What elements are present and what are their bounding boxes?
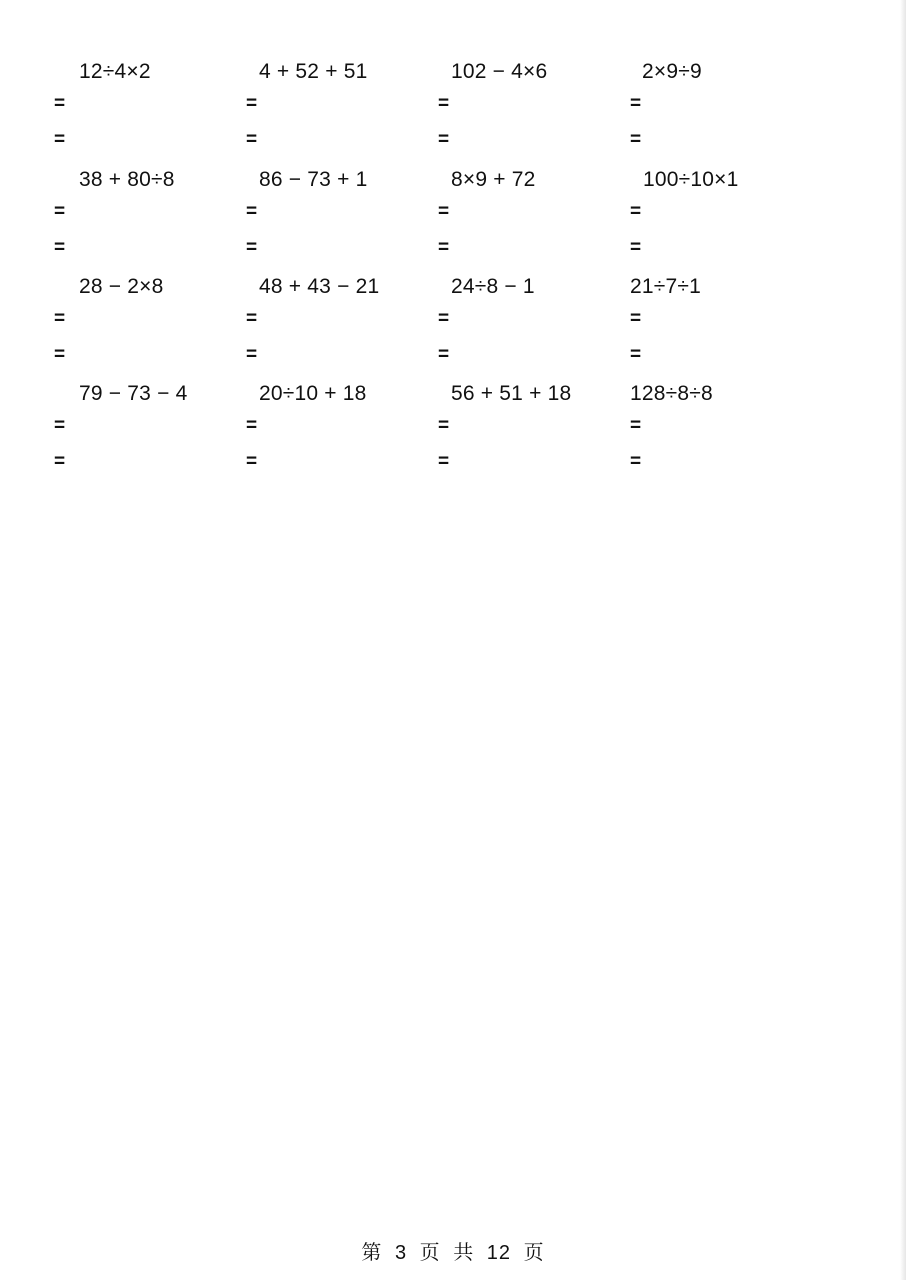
answer-line-2: = — [246, 237, 258, 258]
answer-line-2: = — [54, 451, 66, 472]
answer-line-2: = — [54, 237, 66, 258]
answer-line-1: = — [246, 308, 258, 329]
problem-12 — [630, 275, 820, 383]
answer-line-1: = — [438, 93, 450, 114]
answer-line-1: = — [246, 201, 258, 222]
problem-15 — [438, 382, 628, 490]
answer-line-2: = — [438, 451, 450, 472]
answer-line-1: = — [630, 415, 642, 436]
problem-3 — [438, 60, 628, 168]
problem-expression: 20÷10 + 18 — [259, 382, 367, 405]
footer-total-word: 共 — [453, 1242, 475, 1264]
problem-expression: 21÷7÷1 — [630, 275, 701, 298]
answer-line-1: = — [438, 415, 450, 436]
problem-6 — [246, 168, 436, 276]
problem-expression: 38 + 80÷8 — [79, 168, 175, 191]
problem-4 — [630, 60, 820, 168]
answer-line-1: = — [630, 93, 642, 114]
answer-line-1: = — [438, 201, 450, 222]
answer-line-2: = — [438, 237, 450, 258]
answer-line-2: = — [630, 237, 642, 258]
problem-expression: 56 + 51 + 18 — [451, 382, 572, 405]
answer-line-2: = — [246, 451, 258, 472]
answer-line-2: = — [438, 129, 450, 150]
problem-14 — [246, 382, 436, 490]
footer-total-pages: 12 — [486, 1242, 512, 1264]
problem-2 — [246, 60, 436, 168]
answer-line-2: = — [438, 344, 450, 365]
problem-11 — [438, 275, 628, 383]
problem-expression: 48 + 43 − 21 — [259, 275, 380, 298]
problem-expression: 2×9÷9 — [642, 60, 702, 83]
problem-expression: 24÷8 − 1 — [451, 275, 535, 298]
problem-expression: 100÷10×1 — [643, 168, 739, 191]
page-edge-shadow — [900, 0, 906, 1280]
answer-line-1: = — [438, 308, 450, 329]
problem-10 — [246, 275, 436, 383]
footer-suffix: 页 — [523, 1242, 545, 1264]
footer-current-page: 3 — [394, 1242, 408, 1264]
problem-8 — [630, 168, 820, 276]
answer-line-2: = — [54, 129, 66, 150]
problem-5 — [54, 168, 244, 276]
problem-13 — [54, 382, 244, 490]
answer-line-1: = — [54, 201, 66, 222]
answer-line-1: = — [630, 308, 642, 329]
answer-line-2: = — [630, 129, 642, 150]
problem-expression: 4 + 52 + 51 — [259, 60, 368, 83]
answer-line-2: = — [246, 344, 258, 365]
answer-line-2: = — [630, 451, 642, 472]
answer-line-1: = — [246, 93, 258, 114]
problem-expression: 79 − 73 − 4 — [79, 382, 188, 405]
page-footer — [0, 1240, 906, 1266]
footer-page-word: 页 — [419, 1242, 441, 1264]
answer-line-2: = — [630, 344, 642, 365]
problem-1 — [54, 60, 244, 168]
problem-expression: 8×9 + 72 — [451, 168, 536, 191]
problem-expression: 28 − 2×8 — [79, 275, 164, 298]
answer-line-1: = — [54, 93, 66, 114]
footer-prefix: 第 — [361, 1242, 383, 1264]
problem-9 — [54, 275, 244, 383]
answer-line-2: = — [246, 129, 258, 150]
answer-line-2: = — [54, 344, 66, 365]
answer-line-1: = — [54, 308, 66, 329]
problem-16 — [630, 382, 820, 490]
problem-7 — [438, 168, 628, 276]
problem-expression: 12÷4×2 — [79, 60, 151, 83]
answer-line-1: = — [246, 415, 258, 436]
problem-expression: 128÷8÷8 — [630, 382, 713, 405]
problem-expression: 102 − 4×6 — [451, 60, 548, 83]
answer-line-1: = — [630, 201, 642, 222]
answer-line-1: = — [54, 415, 66, 436]
problem-expression: 86 − 73 + 1 — [259, 168, 368, 191]
